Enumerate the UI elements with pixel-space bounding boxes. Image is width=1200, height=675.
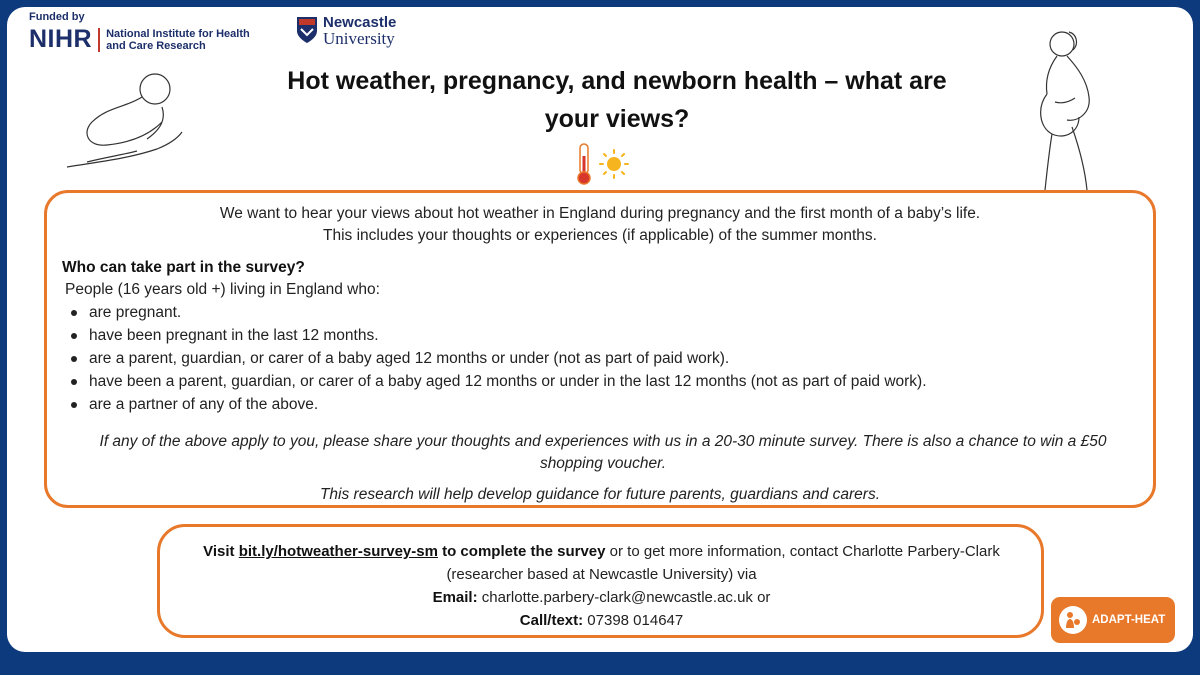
- phone-label: Call/text:: [519, 612, 584, 629]
- page-title: Hot weather, pregnancy, and newborn health – what are your views?: [287, 67, 947, 133]
- university-crest-icon: [295, 15, 319, 45]
- list-item: [71, 393, 927, 416]
- intro-line-1: We want to hear your views about hot weather in England during pregnancy and the first month of a baby’s life.: [219, 205, 981, 222]
- pregnant-woman-illustration: [1017, 22, 1117, 192]
- list-item-text: have been a parent, guardian, or carer of a baby aged 12 months or under in the last 12 months (not as part of paid work).: [89, 373, 927, 390]
- list-item-text: are a parent, guardian, or carer of a baby aged 12 months or under (not as part of paid work).: [89, 350, 730, 367]
- complete-label: to complete the survey: [442, 543, 606, 560]
- poster-card: [7, 7, 1193, 652]
- bullet-icon: [71, 356, 77, 362]
- bullet-icon: [71, 379, 77, 385]
- bullet-icon: [71, 402, 77, 408]
- list-item-text: are a partner of any of the above.: [89, 396, 319, 413]
- nihr-wordmark: NIHR: [29, 25, 93, 53]
- research-note: This research will help develop guidance for future parents, guardians and carers.: [319, 486, 881, 503]
- list-item-text: have been pregnant in the last 12 months.: [89, 327, 379, 344]
- contact-description: or to get more information, contact Charlotte Parbery-Clark (researcher based at Newcastle University) via: [446, 543, 1000, 583]
- university-wordmark: University: [323, 29, 395, 48]
- bullet-icon: [71, 333, 77, 339]
- thermometer-sun-icon: [572, 142, 632, 188]
- list-item: [71, 324, 927, 347]
- contact-box: [157, 524, 1044, 638]
- eligibility-list: [71, 301, 927, 416]
- newborn-baby-illustration: [67, 67, 197, 177]
- newcastle-wordmark: Newcastle: [323, 14, 397, 31]
- survey-note: If any of the above apply to you, please share your thoughts and experiences with us in a 20-30 minute survey. There is also a chance to win a £50 shopping voucher.: [99, 433, 1107, 472]
- contact-text: [180, 540, 1023, 632]
- phone-value[interactable]: 07398 014647: [587, 612, 684, 629]
- survey-info-box: [44, 190, 1156, 508]
- adapt-heat-badge: [1051, 597, 1175, 643]
- badge-label: ADAPT-HEAT: [1092, 614, 1166, 626]
- intro-text: [47, 203, 1153, 247]
- newcastle-university-logo: [295, 15, 396, 47]
- email-value[interactable]: charlotte.parbery-clark@newcastle.ac.uk or: [481, 589, 771, 606]
- intro-line-2: This includes your thoughts or experiences (if applicable) of the summer months.: [323, 227, 877, 244]
- nihr-divider: [98, 28, 100, 52]
- nihr-funded-label: Funded by: [29, 11, 85, 23]
- mother-baby-icon: [1059, 606, 1087, 634]
- nihr-logo: [29, 11, 256, 54]
- list-item-text: are pregnant.: [89, 304, 182, 321]
- list-item: [71, 301, 927, 324]
- visit-label: Visit: [203, 543, 235, 560]
- survey-link[interactable]: bit.ly/hotweather-survey-sm: [238, 543, 438, 560]
- eligibility-heading: Who can take part in the survey?: [62, 259, 305, 276]
- nihr-full-name: National Institute for Health and Care Research: [106, 27, 250, 52]
- bullet-icon: [71, 310, 77, 316]
- eligibility-intro: People (16 years old +) living in England who:: [65, 281, 380, 298]
- list-item: [71, 347, 927, 370]
- email-label: Email:: [432, 589, 478, 606]
- list-item: [71, 370, 927, 393]
